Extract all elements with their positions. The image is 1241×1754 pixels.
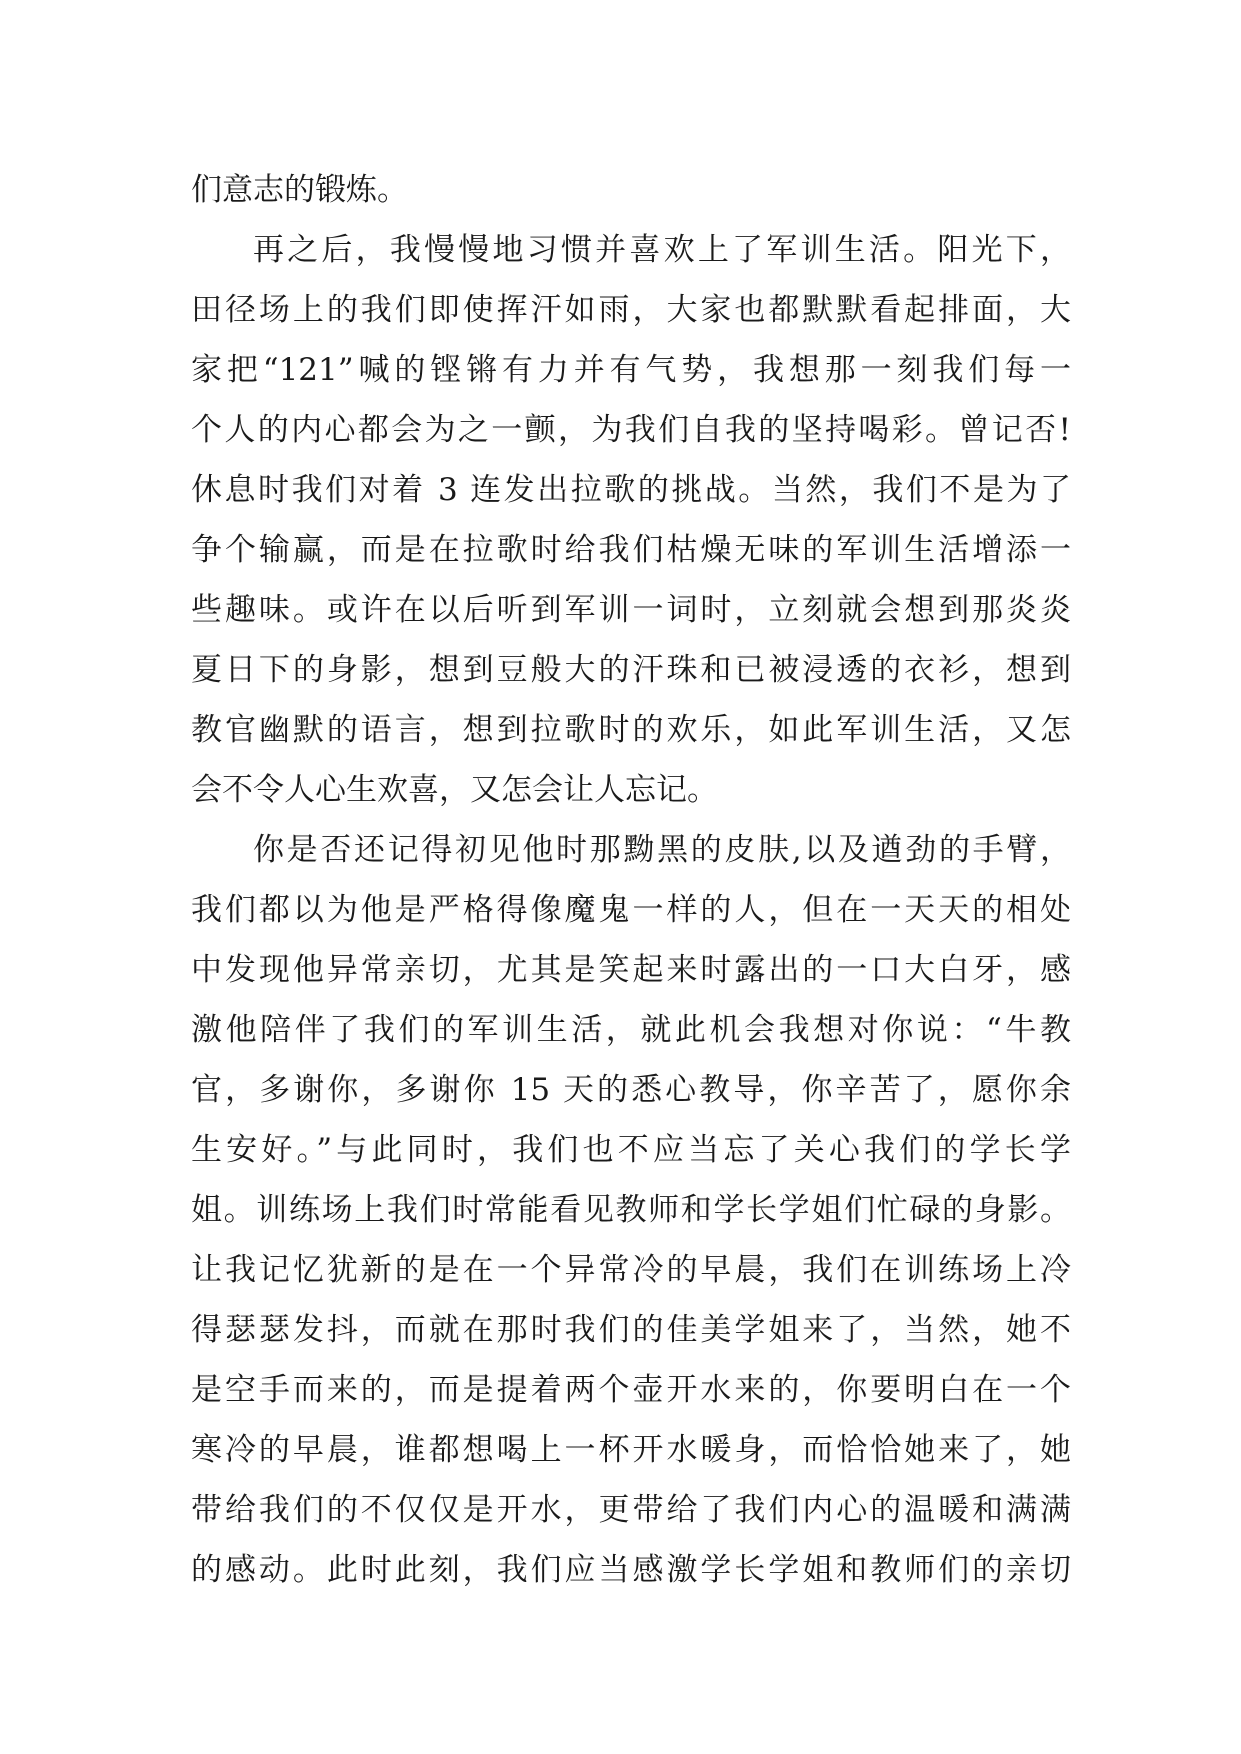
text-line: 会不令人心生欢喜，又怎会让人忘记。 (191, 772, 718, 808)
text-line: 休息时我们对着 3 连发出拉歌的挑战。当然，我们不是为了 (191, 472, 1071, 508)
paragraph-first-line: 再之后，我慢慢地习惯并喜欢上了军训生活。阳光下， (253, 232, 1071, 268)
text-line: 得瑟瑟发抖，而就在那时我们的佳美学姐来了，当然，她不 (191, 1312, 1071, 1348)
text-line: 教官幽默的语言，想到拉歌时的欢乐，如此军训生活，又怎 (191, 712, 1071, 748)
text-line: 田径场上的我们即使挥汗如雨，大家也都默默看起排面，大 (191, 292, 1071, 328)
text-line: 争个输赢，而是在拉歌时给我们枯燥无味的军训生活增添一 (191, 532, 1071, 568)
text-line: 寒冷的早晨，谁都想喝上一杯开水暖身，而恰恰她来了，她 (191, 1432, 1071, 1468)
text-line: 生安好。”与此同时，我们也不应当忘了关心我们的学长学 (191, 1132, 1071, 1168)
text-line: 激他陪伴了我们的军训生活，就此机会我想对你说：“牛教 (191, 1012, 1071, 1048)
text-line: 夏日下的身影，想到豆般大的汗珠和已被浸透的衣衫，想到 (191, 652, 1071, 688)
paragraph-first-line: 你是否还记得初见他时那黝黑的皮肤,以及遒劲的手臂， (253, 832, 1071, 868)
text-line: 带给我们的不仅仅是开水，更带给了我们内心的温暖和满满 (191, 1492, 1071, 1528)
text-line: 家把“121”喊的铿锵有力并有气势，我想那一刻我们每一 (191, 352, 1071, 388)
text-line: 中发现他异常亲切，尤其是笑起来时露出的一口大白牙，感 (191, 952, 1071, 988)
text-line: 官，多谢你，多谢你 15 天的悉心教导，你辛苦了，愿你余 (191, 1072, 1071, 1108)
text-line: 个人的内心都会为之一颤，为我们自我的坚持喝彩。曾记否! (191, 412, 1071, 448)
text-line: 姐。训练场上我们时常能看见教师和学长学姐们忙碌的身影。 (191, 1192, 1071, 1228)
text-line: 些趣味。或许在以后听到军训一词时，立刻就会想到那炎炎 (191, 592, 1071, 628)
text-line: 让我记忆犹新的是在一个异常冷的早晨，我们在训练场上冷 (191, 1252, 1071, 1288)
body-text (191, 160, 1071, 1600)
text-line: 是空手而来的，而是提着两个壶开水来的，你要明白在一个 (191, 1372, 1071, 1408)
text-line: 我们都以为他是严格得像魔鬼一样的人，但在一天天的相处 (191, 892, 1071, 928)
text-line: 们意志的锻炼。 (191, 172, 408, 208)
text-line: 的感动。此时此刻，我们应当感激学长学姐和教师们的亲切 (191, 1552, 1071, 1588)
